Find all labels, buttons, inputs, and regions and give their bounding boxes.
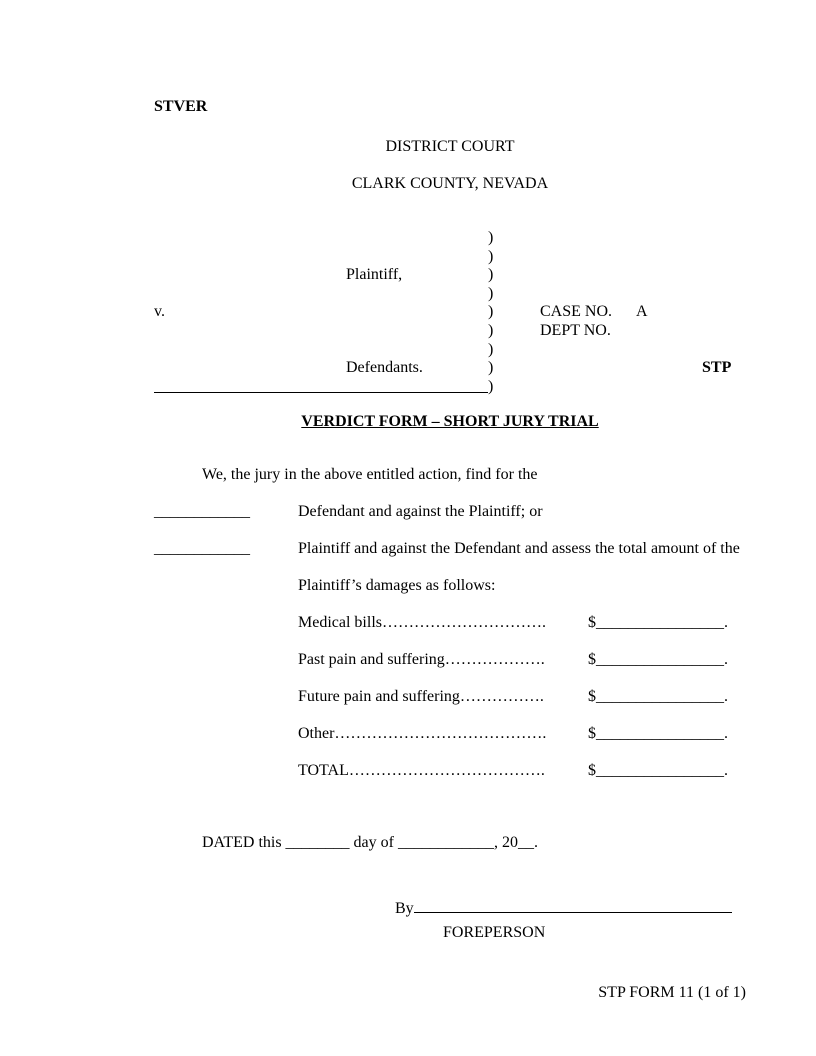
damage-row-past-pain [154, 641, 746, 678]
damage-row-medical [154, 604, 746, 641]
case-no-value: A [636, 303, 648, 321]
case-number-row [502, 303, 746, 322]
by-label: By [395, 900, 414, 918]
caption-left-blank [154, 341, 488, 360]
caption-paren: ) [488, 229, 494, 246]
foreperson-label: FOREPERSON [443, 924, 546, 942]
damage-amount-blank: $________________. [588, 688, 728, 706]
versus-label: v. [154, 303, 165, 321]
footer-form-number: STP FORM 11 (1 of 1) [598, 984, 746, 1002]
caption-left-blank [154, 248, 488, 267]
verdict-body [154, 456, 746, 789]
caption-paren: ) [488, 303, 494, 321]
caption-left-blank [154, 285, 488, 304]
selection-blank-line: ____________ [154, 503, 250, 521]
spacer [154, 641, 298, 678]
caption-right-blank [502, 266, 746, 285]
spacer [154, 604, 298, 641]
caption-left-blank [154, 322, 488, 341]
dept-no-label: DEPT NO. [540, 321, 611, 339]
caption-right-blank [502, 378, 746, 397]
caption-right-blank [502, 341, 746, 360]
case-caption [154, 229, 746, 396]
damage-row-total [154, 752, 746, 789]
damage-amount-blank: $________________. [588, 614, 728, 632]
form-code: STP [702, 359, 732, 377]
spacer [154, 715, 298, 752]
option-plaintiff-row [154, 530, 746, 567]
option-defendant-text: Defendant and against the Plaintiff; or [298, 503, 543, 521]
signature-line [414, 900, 732, 913]
court-name: DISTRICT COURT [385, 138, 515, 155]
caption-paren: ) [488, 321, 494, 339]
spacer [154, 752, 298, 789]
caption-paren: ) [488, 247, 494, 265]
caption-right-blank [502, 285, 746, 304]
damage-label: Past pain and suffering………………. [298, 651, 545, 669]
caption-right-blank [502, 248, 746, 267]
damages-intro-text: Plaintiff’s damages as follows: [298, 577, 496, 595]
caption-left-blank [154, 229, 488, 248]
damage-label: TOTAL………………………………. [298, 762, 545, 780]
defendants-label: Defendants. [346, 359, 423, 377]
damage-amount-blank: $________________. [588, 651, 728, 669]
signature-row [154, 896, 746, 922]
plaintiff-label: Plaintiff, [346, 266, 403, 284]
county-name: CLARK COUNTY, NEVADA [351, 175, 549, 192]
damage-row-other [154, 715, 746, 752]
damage-label: Other…………………………………. [298, 725, 547, 743]
damage-label: Future pain and suffering……………. [298, 688, 544, 706]
damage-label: Medical bills…………………………. [298, 614, 546, 632]
caption-paren: ) [488, 340, 494, 358]
caption-paren: ) [488, 284, 494, 302]
header-code: STVER [154, 98, 208, 115]
caption-paren: ) [488, 377, 494, 395]
spacer [154, 678, 298, 715]
caption-paren: ) [488, 266, 494, 284]
option-plaintiff-text: Plaintiff and against the Defendant and assess the total amount of the [298, 540, 740, 558]
selection-blank-line: ____________ [154, 540, 250, 558]
caption-rule-line [154, 378, 488, 393]
dated-line: DATED this ________ day of ____________, 20__. [202, 834, 538, 852]
case-no-label: CASE NO. [540, 303, 613, 321]
jury-intro-text: We, the jury in the above entitled action, find for the [202, 466, 538, 484]
caption-right-blank [502, 229, 746, 248]
caption-paren: ) [488, 359, 494, 377]
damage-amount-blank: $________________. [588, 762, 728, 780]
form-title: VERDICT FORM – SHORT JURY TRIAL [301, 413, 599, 431]
damage-row-future-pain [154, 678, 746, 715]
damage-amount-blank: $________________. [588, 725, 728, 743]
option-defendant-row [154, 493, 746, 530]
